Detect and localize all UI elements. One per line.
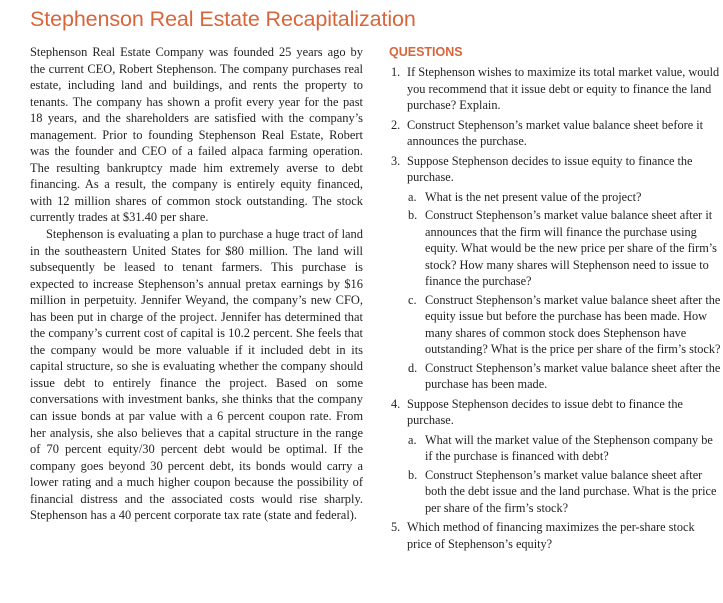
questions-heading: QUESTIONS (389, 45, 463, 59)
question-3c (407, 292, 721, 358)
question-number: 5. (391, 520, 401, 534)
question-1 (389, 64, 721, 114)
question-text: Suppose Stephenson decides to issue equity to finance the purchase. (407, 153, 693, 184)
question-3 (389, 153, 721, 393)
subquestion-text: What will the market value of the Stephenson company be if the purchase is financed with debt? (425, 432, 713, 463)
subquestion-letter: a. (408, 432, 417, 447)
questions-section (389, 44, 721, 555)
question-2 (389, 117, 721, 150)
case-title: Stephenson Real Estate Recapitalization (30, 7, 416, 31)
subquestion-text: Construct Stephenson’s market value balance sheet after it announces that the firm will finance the purchase using equity. What would be the new price per share of the firm’s stock? How many shares will Stephenson need to issue to finance the purchase? (425, 208, 717, 288)
question-number: 2. (391, 117, 401, 132)
question-3b (407, 207, 721, 290)
question-text: Suppose Stephenson decides to issue debt to finance the purchase. (407, 396, 683, 427)
subquestion-letter: d. (408, 360, 418, 375)
case-paragraph-2: Stephenson is evaluating a plan to purchase a huge tract of land in the southeastern United States for $80 million. The land will subsequently be leased to tenant farmers. This purchase is expected to increase Stephenson’s annual pretax earnings by $16 million in perpetuity. Jennifer Weyand, the company’s new CFO, has been put in charge of the project. Jennifer has determined that the company’s current cost of capital is 10.2 percent. She feels that the company would be more valuable if it included debt in its capital structure, so she is evaluating whether the company should issue debt to entirely finance the project. Based on some conversations with investment banks, she thinks that the company can issue bonds at par value with a 6 percent coupon rate. From her analysis, she also believes that a capital structure in the range of 70 percent equity/30 percent debt would be optimal. If the company goes beyond 30 percent debt, its bonds would carry a lower rating and a much higher coupon because the possibility of financial distress and the associated costs would rise sharply. Stephenson has a 40 percent corporate tax rate (state and federal). (30, 227, 363, 523)
subquestion-text: Construct Stephenson’s market value balance sheet after both the debt issue and the land purchase. What is the price per share of the firm’s stock? (425, 467, 717, 515)
question-4a (407, 432, 721, 465)
subquestion-text: Construct Stephenson’s market value balance sheet after the purchase has been made. (425, 360, 721, 391)
questions-list (389, 64, 721, 552)
question-5 (389, 519, 721, 552)
subquestion-text: Construct Stephenson’s market value balance sheet after the equity issue but before the purchase has been made. How many shares of common stock does Stephenson have outstanding? What is the price per share of the firm’s stock? (425, 292, 721, 356)
question-text: If Stephenson wishes to maximize its total market value, would you recommend that it issue debt or equity to finance the land purchase? Explain. (407, 65, 720, 112)
question-3a (407, 189, 721, 206)
case-paragraph-1: Stephenson Real Estate Company was founded 25 years ago by the current CEO, Robert Stephenson. The company purchases real estate, including land and buildings, and rents the property to tenants. The company has shown a profit every year for the past 18 years, and the shareholders are satisfied with the company’s management. Prior to founding Stephenson Real Estate, Robert was the founder and CEO of a failed alpaca farming operation. The resulting bankruptcy made him extremely averse to debt financing. As a result, the company is entirely equity financed, with 12 million shares of common stock outstanding. The stock currently trades at $31.40 per share. (30, 45, 363, 225)
subquestion-letter: b. (408, 467, 418, 482)
question-3d (407, 360, 721, 393)
case-body (30, 44, 363, 524)
question-text: Construct Stephenson’s market value balance sheet before it announces the purchase. (407, 117, 704, 148)
question-4-subparts (407, 432, 721, 517)
question-number: 4. (391, 396, 401, 411)
question-4 (389, 396, 721, 517)
question-3-subparts (407, 189, 721, 393)
subquestion-text: What is the net present value of the project? (425, 189, 642, 204)
question-4b (407, 467, 721, 517)
question-number: 1. (391, 65, 401, 79)
subquestion-letter: b. (408, 208, 418, 222)
subquestion-letter: c. (408, 292, 417, 307)
question-number: 3. (391, 153, 401, 168)
question-text: Which method of financing maximizes the per-share stock price of Stephenson’s equity? (407, 520, 695, 551)
subquestion-letter: a. (408, 189, 417, 204)
